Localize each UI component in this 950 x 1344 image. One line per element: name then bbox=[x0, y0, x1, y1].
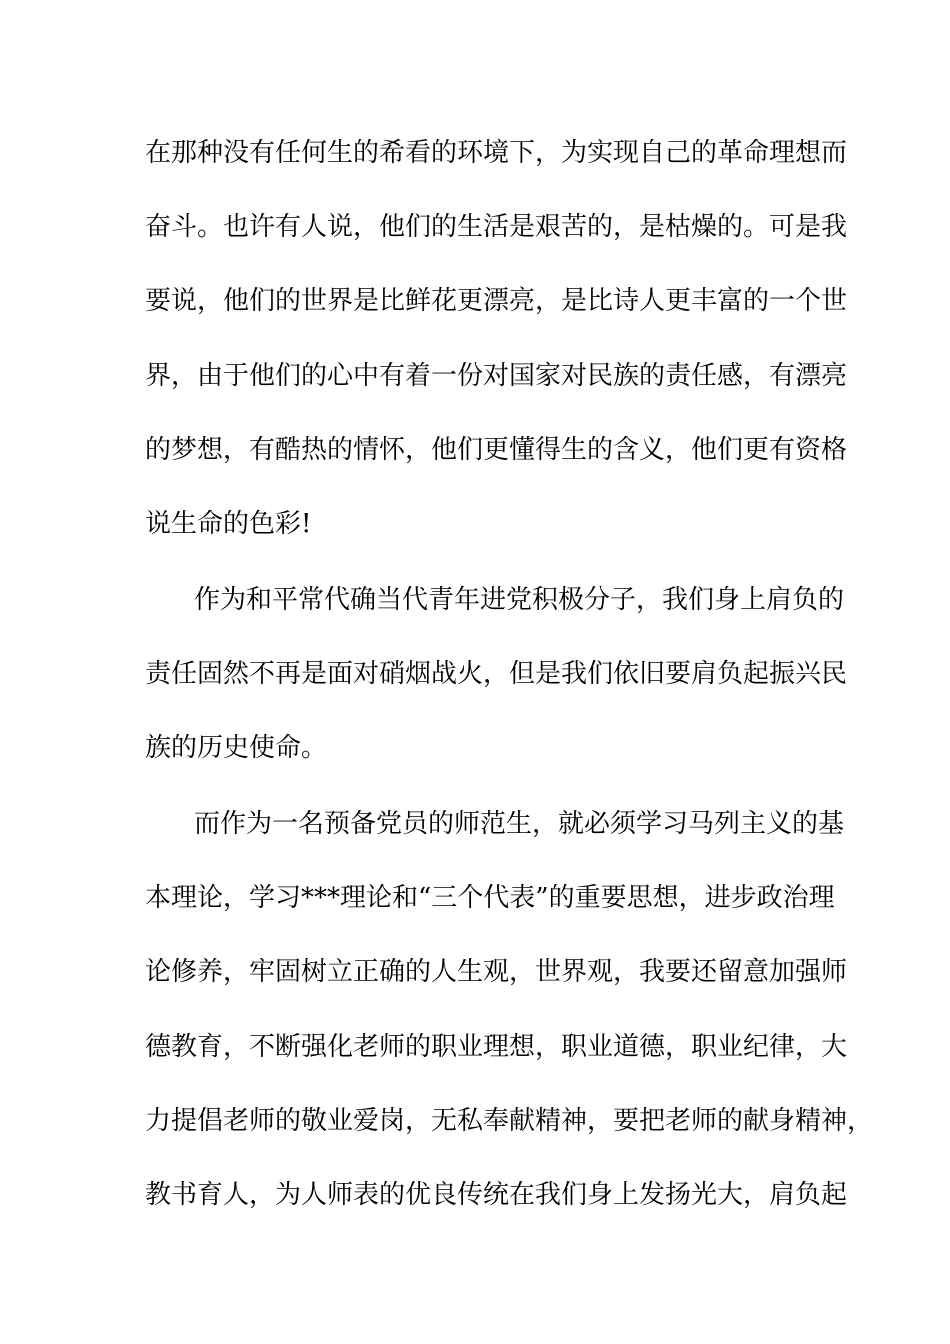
text-line: 力提倡老师的敬业爱岗，无私奉献精神，要把老师的献身精神， bbox=[145, 1106, 874, 1136]
text-line: 教书育人，为人师表的优良传统在我们身上发扬光大，肩负起 bbox=[145, 1180, 848, 1210]
text-line: 本理论，学习***理论和“三个代表”的重要思想，进步政治理 bbox=[145, 883, 835, 913]
text-line: 族的历史使命。 bbox=[145, 733, 328, 763]
text-line: 要说，他们的世界是比鲜花更漂亮，是比诗人更丰富的一个世 bbox=[145, 286, 848, 316]
text-line: 说生命的色彩! bbox=[145, 509, 312, 539]
paragraph-first-line: 作为和平常代确当代青年进党积极分子，我们身上肩负的 bbox=[194, 585, 845, 615]
paragraph-first-line: 而作为一名预备党员的师范生，就必须学习马列主义的基 bbox=[194, 809, 845, 839]
text-line: 在那种没有任何生的希看的环境下，为实现自己的革命理想而 bbox=[145, 138, 848, 168]
text-line: 责任固然不再是面对硝烟战火，但是我们依旧要肩负起振兴民 bbox=[145, 659, 848, 689]
text-line: 的梦想，有酷热的情怀，他们更懂得生的含义，他们更有资格 bbox=[145, 435, 848, 465]
text-line: 奋斗。也许有人说，他们的生活是艰苦的，是枯燥的。可是我 bbox=[145, 212, 848, 242]
text-line: 德教育，不断强化老师的职业理想，职业道德，职业纪律，大 bbox=[145, 1032, 848, 1062]
text-line: 论修养，牢固树立正确的人生观，世界观，我要还留意加强师 bbox=[145, 957, 848, 987]
text-line: 界，由于他们的心中有着一份对国家对民族的责任感，有漂亮 bbox=[145, 361, 848, 391]
